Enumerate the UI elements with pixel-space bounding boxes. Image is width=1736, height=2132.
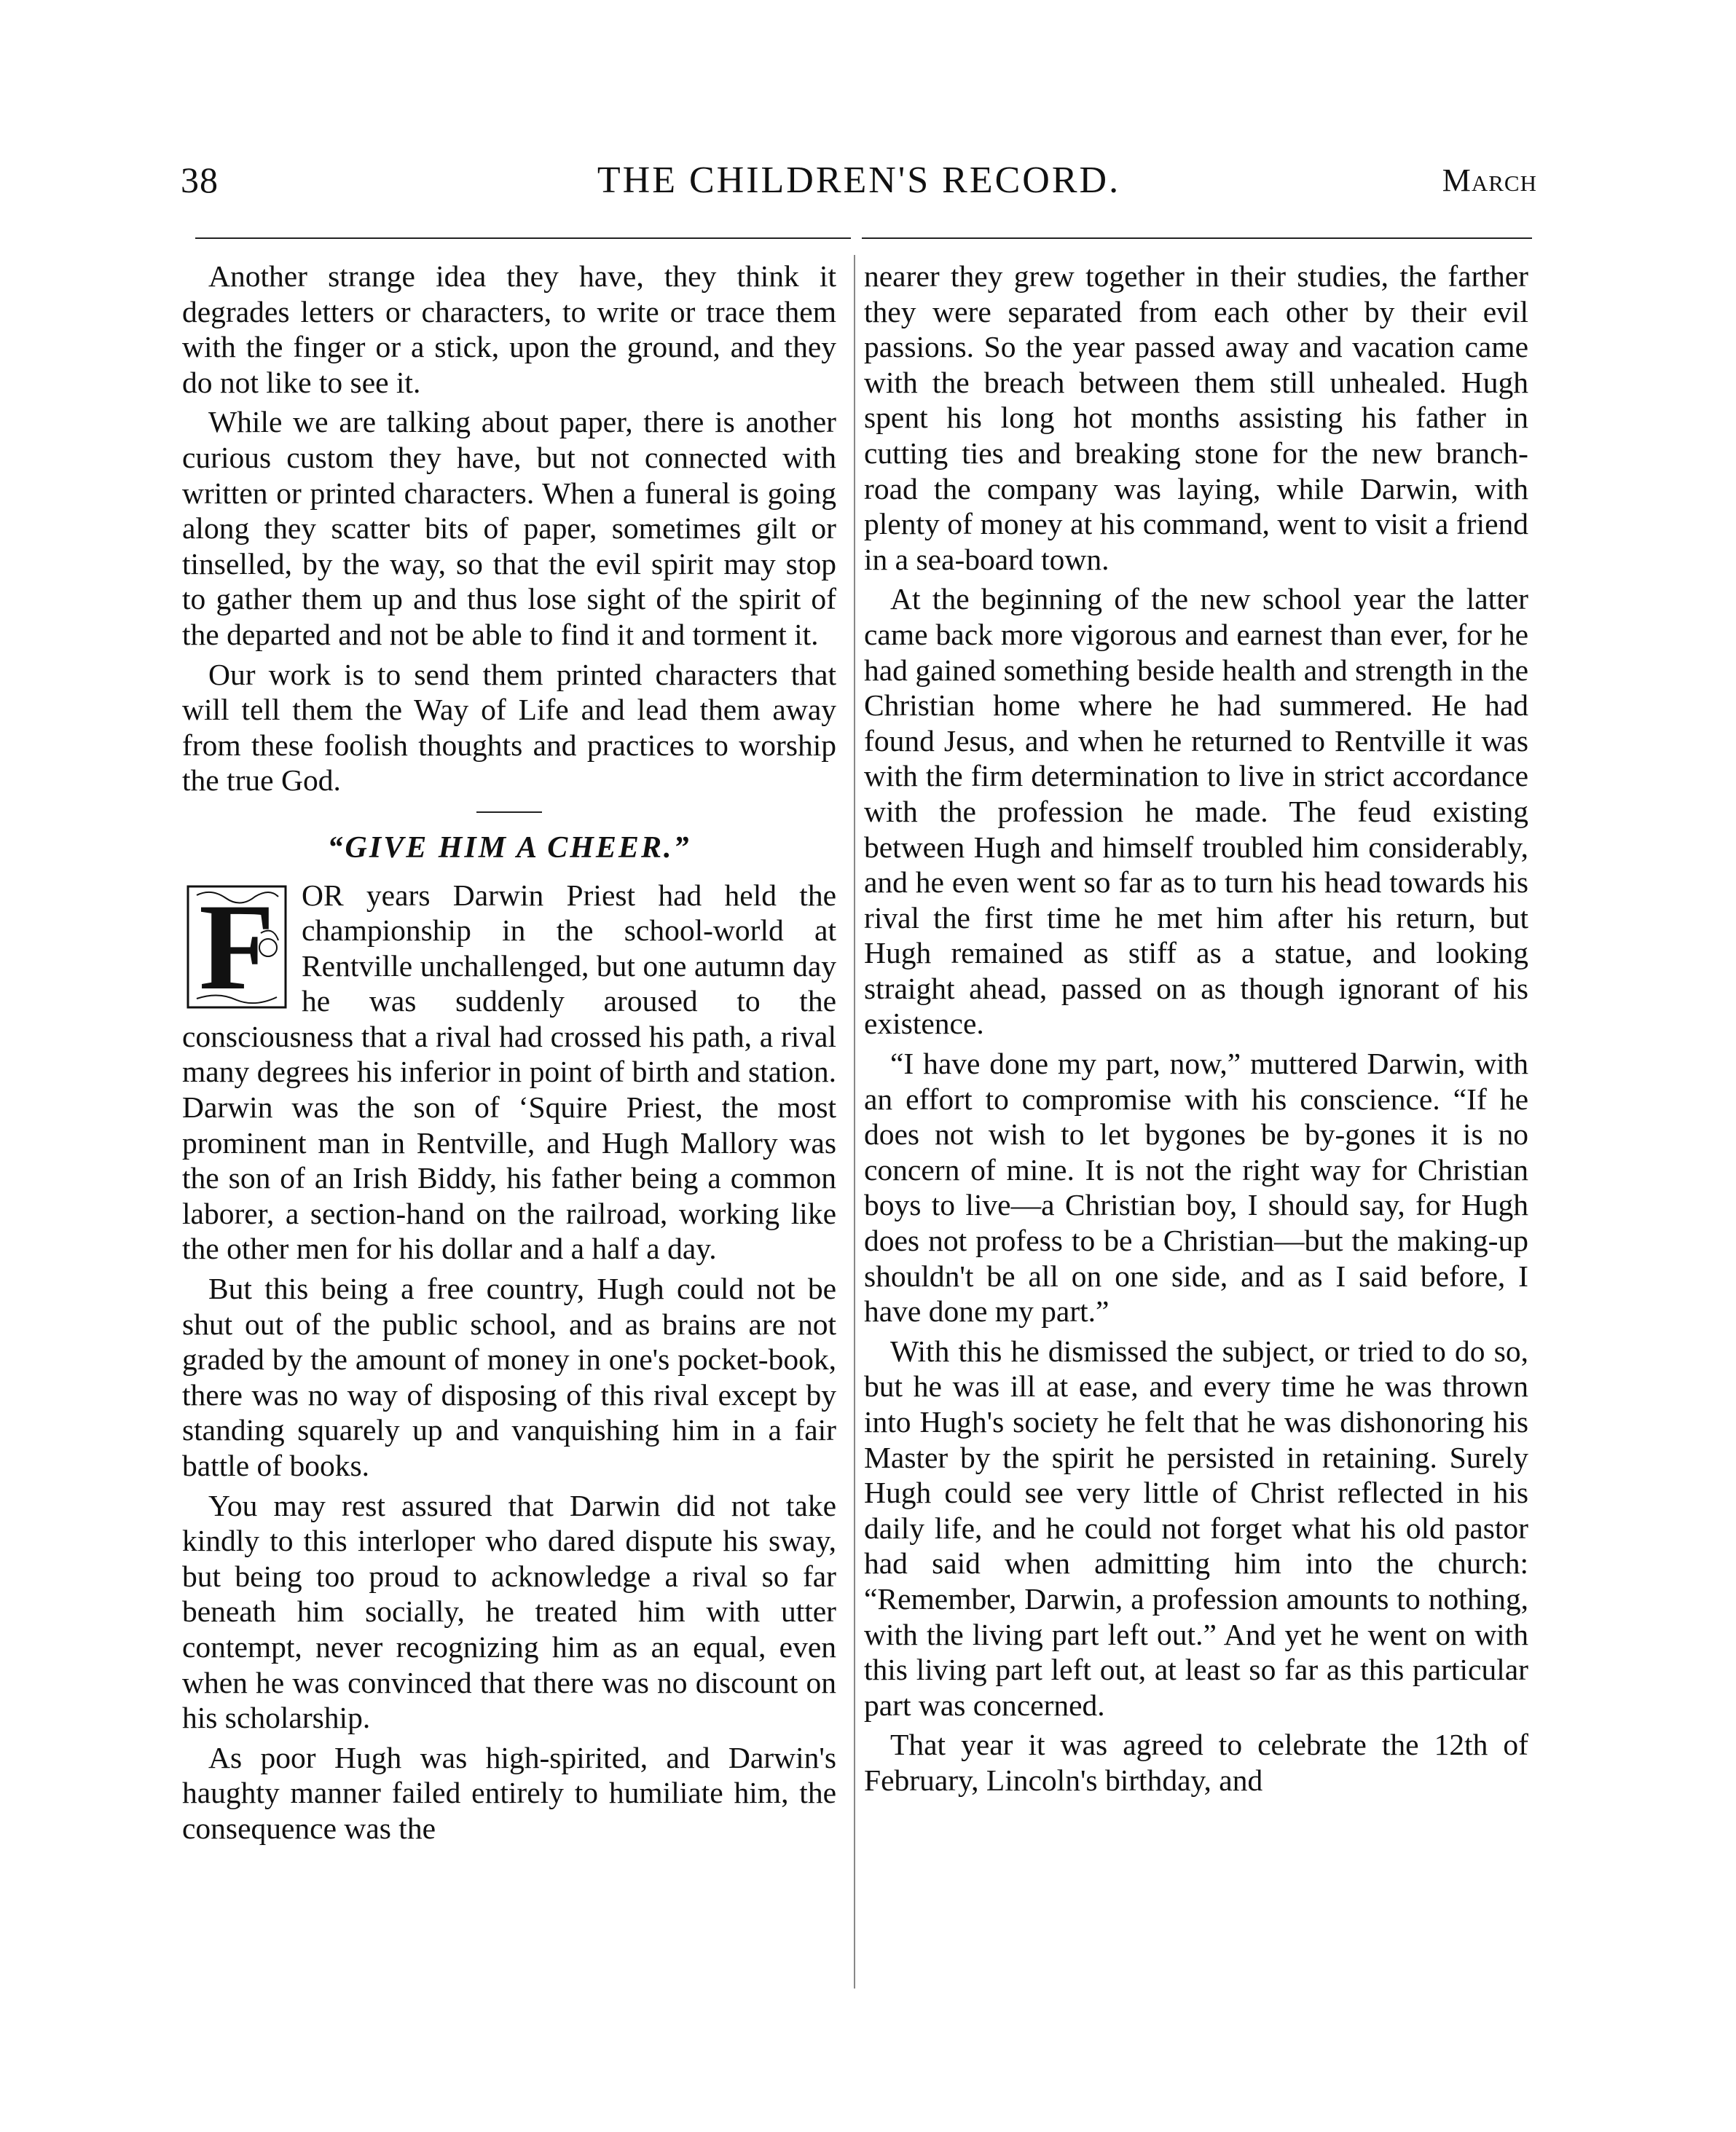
header-rule-right: [862, 237, 1532, 239]
dropcap-letter: F: [199, 878, 275, 1015]
story-opening-text: OR years Darwin Priest had held the championship in the school-world at Rentville unchallenged, but one autumn day he was suddenly aroused to the consciousness that a rival had crossed his path, a rival many degrees his inferior in point of birth and station. Darwin was the son of ‘Squire Priest, the most prominent man in Rentville, and Hugh Mallory was the son of an Irish Biddy, his father being a common laborer, a section-hand on the railroad, working like the other men for his dollar and a half a day.: [182, 878, 836, 1266]
paragraph: With this he dismissed the subject, or tried to do so, but he was ill at ease, and every time he was thrown into Hugh's society he felt that he was dishonoring his Master by the spirit he persisted in retaining. Surely Hugh could see very little of Christ reflected in his daily life, and he could not forget what his old pastor had said when admitting him into the church: “Remember, Darwin, a profession amounts to nothing, with the living part left out.” And yet he went on with this living part left out, at least so far as this particular part was concerned.: [864, 1334, 1528, 1722]
paragraph: “I have done my part, now,” muttered Darwin, with an effort to compromise with his conscience. “If he does not wish to let bygones be by-gones it is no concern of mine. It is not the right way for Christian boys to live—a Christian boy, I should say, for Hugh does not profess to be a Christian—but the making-up shouldn't be all on one side, and as I said before, I have done my part.”: [864, 1047, 1528, 1329]
issue-month: March: [1442, 162, 1537, 198]
journal-title: THE CHILDREN'S RECORD.: [597, 160, 1121, 201]
paragraph: Our work is to send them printed characters that will tell them the Way of Life and lead them away from these foolish thoughts and practices to worship the true God.: [182, 657, 836, 798]
paragraph: While we are talking about paper, there is another curious custom they have, but not connected with written or printed characters. When a funeral is going along they scatter bits of paper, sometimes gilt or tinselled, by the way, so that the evil spirit may stop to gather them up and thus lose sight of the spirit of the departed and not be able to find it and torment it.: [182, 405, 836, 651]
page-header: [181, 159, 1537, 210]
left-column: [182, 259, 836, 1851]
column-divider: [854, 255, 855, 1989]
story-opening-paragraph: [182, 878, 836, 1267]
paragraph: You may rest assured that Darwin did not take kindly to this interloper who dared dispute his sway, but being too proud to acknowledge a rival so far beneath him socially, he treated him with utter contempt, never recognizing him as an equal, even when he was convinced that there was no discount on his scholarship.: [182, 1488, 836, 1735]
paragraph: Another strange idea they have, they think it degrades letters or characters, to write or trace them with the finger or a stick, upon the ground, and they do not like to see it.: [182, 259, 836, 399]
right-column: [864, 259, 1528, 1803]
story-title: “GIVE HIM A CHEER.”: [327, 830, 691, 865]
paragraph-continued: nearer they grew together in their studies, the farther they were separated from each other by their evil passions. So the year passed away and vacation came with the breach between them still unhealed. Hugh spent his long hot months assisting his father in cutting ties and breaking stone for the new branch-road the company was laying, while Darwin, with plenty of money at his command, went to visit a friend in a sea-board town.: [864, 259, 1528, 576]
page-number: 38: [181, 160, 219, 200]
paragraph: At the beginning of the new school year the latter came back more vigorous and earnest than ever, for he had gained something beside health and strength in the Christian home where he had summered. He had found Jesus, and when he returned to Rentville it was with the firm determination to live in strict accordance with the profession he made. The feud existing between Hugh and himself troubled him considerably, and he even went so far as to turn his head towards his rival the first time he met him after his return, but Hugh remained as stiff as a statue, and looking straight ahead, passed on as though ignorant of his existence.: [864, 582, 1528, 1041]
section-divider: [476, 811, 542, 813]
header-rule-left: [195, 237, 851, 239]
paragraph: But this being a free country, Hugh could not be shut out of the public school, and as brains are not graded by the amount of money in one's pocket-book, there was no way of disposing of this rival except by standing squarely up and vanquishing him in a fair battle of books.: [182, 1272, 836, 1482]
paragraph: That year it was agreed to celebrate the 12th of February, Lincoln's birthday, and: [864, 1728, 1528, 1797]
paragraph: As poor Hugh was high-spirited, and Darwin's haughty manner failed entirely to humiliate him, the consequence was the: [182, 1740, 836, 1845]
dropcap-ornament: [182, 878, 291, 1015]
